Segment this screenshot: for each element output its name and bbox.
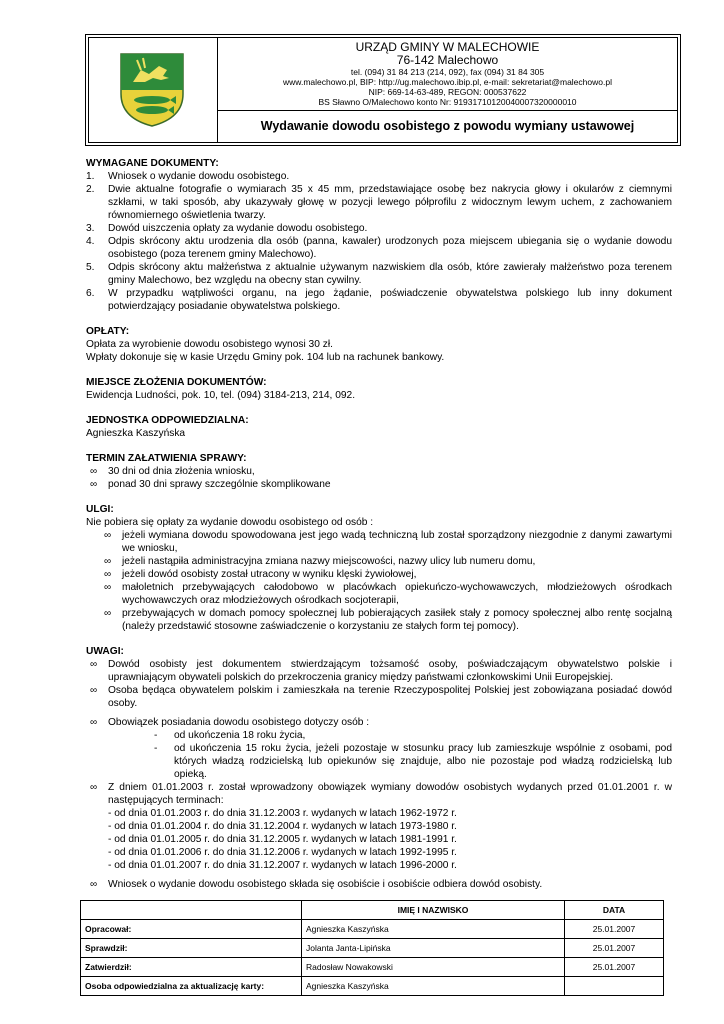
item-text: Odpis skrócony aktu urodzenia dla osób (panna, kawaler) urodzonych poza miejscem ubiegania się o wydanie dowodu osobistego (poza terenem gminy Malechowo).	[108, 236, 672, 260]
required-docs-heading: WYMAGANE DOKUMENTY:	[86, 158, 219, 169]
list-item	[86, 568, 672, 581]
schedule-line: - od dnia 01.01.2006 r. do dnia 31.12.2006 r. wydanych w latach 1992-1995 r.	[108, 847, 457, 858]
infinity-bullet-icon: ∞	[90, 782, 98, 793]
infinity-bullet-icon: ∞	[90, 659, 98, 670]
item-text: W przypadku wątpliwości organu, na jego żądanie, poświadczenie obywatelstwa polskiego lub inny dokument potwierdzający posiadanie obywatelstwa polskiego.	[108, 288, 672, 312]
item-text: ponad 30 dni sprawy szczególnie skomplikowane	[108, 479, 331, 490]
item-number: 5.	[86, 262, 95, 273]
role-cell: Osoba odpowiedzialna za aktualizację karty:	[81, 977, 302, 996]
list-item	[86, 478, 672, 491]
infinity-bullet-icon: ∞	[104, 582, 112, 593]
place-heading: MIEJSCE ZŁOŻENIA DOKUMENTÓW:	[86, 377, 267, 388]
header-box	[85, 34, 681, 146]
office-web: www.malechowo.pl, BIP: http://ug.malechowo.ibip.pl, e-mail: sekretariat@malechowo.pl	[283, 77, 612, 87]
date-cell: 25.01.2007	[565, 939, 664, 958]
infinity-bullet-icon: ∞	[90, 717, 98, 728]
deadline-heading: TERMIN ZAŁATWIENIA SPRAWY:	[86, 453, 247, 464]
name-cell: Agnieszka Kaszyńska	[302, 920, 565, 939]
note-4: Z dniem 01.01.2003 r. został wprowadzony obowiązek wymiany dowodów osobistych wydanych przed 01.01.2001 r. w następujących terminach:	[108, 782, 672, 806]
document-body	[86, 157, 672, 891]
fees-heading: OPŁATY:	[86, 326, 130, 337]
fees-line1: Opłata za wyrobienie dowodu osobistego wynosi 30 zł.	[86, 339, 333, 350]
item-text: 30 dni od dnia złożenia wniosku,	[108, 466, 255, 477]
list-item	[86, 261, 672, 287]
table-row	[81, 920, 664, 939]
reliefs-heading: ULGI:	[86, 504, 114, 515]
infinity-bullet-icon: ∞	[90, 685, 98, 696]
item-number: 3.	[86, 223, 95, 234]
office-name: URZĄD GMINY W MALECHOWIE	[355, 40, 540, 54]
reliefs-list	[86, 529, 672, 633]
signoff-table	[80, 900, 664, 996]
infinity-bullet-icon: ∞	[90, 879, 98, 890]
reliefs-intro: Nie pobiera się opłaty za wydanie dowodu osobistego od osób :	[86, 517, 374, 528]
place-text: Ewidencja Ludności, pok. 10, tel. (094) 3184-213, 214, 092.	[86, 390, 356, 401]
name-cell: Agnieszka Kaszyńska	[302, 977, 565, 996]
infinity-bullet-icon: ∞	[104, 556, 112, 567]
item-number: 6.	[86, 288, 95, 299]
schedule-line: - od dnia 01.01.2003 r. do dnia 31.12.2003 r. wydanych w latach 1962-1972 r.	[108, 808, 457, 819]
col-name-header: IMIĘ I NAZWISKO	[302, 901, 565, 920]
dash-bullet: -	[154, 730, 158, 741]
item-text: jeżeli nastąpiła administracyjna zmiana nazwy miejscowości, nazwy ulicy lub numeru domu,	[122, 556, 536, 567]
list-item	[86, 607, 672, 633]
item-text: Dwie aktualne fotografie o wymiarach 35 x 45 mm, przedstawiające osobę bez nakrycia głowy i okularów z ciemnymi szkłami, w taki sposób, aby ukazywały głowę w pozycji lewego półprofilu z widocznym lewym uchem, z zachowaniem równomiernego oświetlenia twarzy.	[108, 184, 672, 221]
note-3-sub-1: od ukończenia 18 roku życia,	[174, 730, 306, 741]
office-postal: 76-142 Malechowo	[396, 53, 499, 67]
infinity-bullet-icon: ∞	[104, 530, 112, 541]
list-item	[86, 529, 672, 555]
office-ids: NIP: 669-14-63-489, REGON: 000537622	[368, 87, 527, 97]
table-row	[81, 958, 664, 977]
item-text: Dowód uiszczenia opłaty za wydanie dowodu osobistego.	[108, 223, 368, 234]
unit-heading: JEDNOSTKA ODPOWIEDZIALNA:	[86, 415, 249, 426]
infinity-bullet-icon: ∞	[90, 479, 98, 490]
list-item	[86, 581, 672, 607]
item-number: 2.	[86, 184, 95, 195]
item-text: Wniosek o wydanie dowodu osobistego.	[108, 171, 290, 182]
item-number: 1.	[86, 171, 95, 182]
list-item	[86, 465, 672, 478]
list-item	[86, 555, 672, 568]
list-item	[86, 183, 672, 222]
note-3-sub-2: od ukończenia 15 roku życia, jeżeli pozostaje w stosunku pracy lub zamieszkuje wspólnie z osobami, pod których władzą rodzicielską lub opiekunów się znajduje, albo nie pozostaje pod władzą rodzicielską lub opieką.	[174, 743, 672, 780]
dash-bullet: -	[154, 743, 158, 754]
item-text: jeżeli dowód osobisty został utracony w wyniku klęski żywiołowej,	[122, 569, 417, 580]
list-item	[86, 235, 672, 261]
list-item	[86, 222, 672, 235]
name-cell: Radosław Nowakowski	[302, 958, 565, 977]
col-date-header: DATA	[565, 901, 664, 920]
note-5: Wniosek o wydanie dowodu osobistego składa się osobiście i osobiście odbiera dowód osobisty.	[108, 879, 543, 890]
date-cell: 25.01.2007	[565, 920, 664, 939]
note-3: Obowiązek posiadania dowodu osobistego dotyczy osób :	[108, 717, 370, 728]
item-text: jeżeli wymiana dowodu spowodowana jest jego wadą techniczną lub został sporządzony niezgodnie z danymi zawartymi we wniosku,	[122, 530, 672, 554]
required-docs-list	[86, 170, 672, 313]
note-1: Dowód osobisty jest dokumentem stwierdzającym tożsamość osoby, poświadczającym obywatelstwo polskie i uprawniającym obywateli polskich do przekroczenia granicy między państwami członkowskimi Unii Europejskiej.	[108, 659, 672, 683]
list-item	[86, 170, 672, 183]
coat-of-arms-icon	[119, 52, 185, 128]
schedule-line: - od dnia 01.01.2004 r. do dnia 31.12.2004 r. wydanych w latach 1973-1980 r.	[108, 821, 457, 832]
item-text: przebywających w domach pomocy społecznej lub pobierających zasiłek stały z pomocy społecznej albo rentę socjalną (należy przedstawić stosowne zaświadczenie o korzystaniu ze stałych form tej pomocy).	[122, 608, 672, 632]
office-phones: tel. (094) 31 84 213 (214, 092), fax (094) 31 84 305	[350, 67, 545, 77]
date-cell: 25.01.2007	[565, 958, 664, 977]
document-title: Wydawanie dowodu osobistego z powodu wymiany ustawowej	[260, 119, 635, 133]
unit-text: Agnieszka Kaszyńska	[86, 428, 186, 439]
list-item	[86, 287, 672, 313]
table-row	[81, 939, 664, 958]
deadline-list	[86, 465, 672, 491]
date-cell	[565, 977, 664, 996]
item-number: 4.	[86, 236, 95, 247]
exchange-schedule	[86, 807, 672, 872]
name-cell: Jolanta Janta-Lipińska	[302, 939, 565, 958]
item-text: Odpis skrócony aktu małżeństwa z aktualnie używanym nazwiskiem dla osób, które zawierały małżeństwo poza terenem gminy Malechowo, bez względu na obecny stan cywilny.	[108, 262, 672, 286]
role-cell: Zatwierdził:	[81, 958, 302, 977]
office-bank: BS Sławno O/Malechowo konto Nr: 91931710120040007320000010	[318, 97, 577, 107]
infinity-bullet-icon: ∞	[90, 466, 98, 477]
schedule-line: - od dnia 01.01.2007 r. do dnia 31.12.2007 r. wydanych w latach 1996-2000 r.	[108, 860, 457, 871]
schedule-line: - od dnia 01.01.2005 r. do dnia 31.12.2005 r. wydanych w latach 1981-1991 r.	[108, 834, 457, 845]
note-2: Osoba będąca obywatelem polskim i zamieszkała na terenie Rzeczypospolitej Polskiej jest zobowiązana posiadać dowód osoby.	[108, 685, 672, 709]
role-cell: Sprawdził:	[81, 939, 302, 958]
notes-heading: UWAGI:	[86, 646, 124, 657]
infinity-bullet-icon: ∞	[104, 569, 112, 580]
fees-line2: Wpłaty dokonuje się w kasie Urzędu Gminy pok. 104 lub na rachunek bankowy.	[86, 352, 445, 363]
infinity-bullet-icon: ∞	[104, 608, 112, 619]
table-row	[81, 977, 664, 996]
role-cell: Opracował:	[81, 920, 302, 939]
item-text: małoletnich przebywających całodobowo w placówkach opiekuńczo-wychowawczych, młodzieżowych ośrodkach wychowawczych oraz młodzieżowych ośrodkach socjoterapii,	[122, 582, 672, 606]
